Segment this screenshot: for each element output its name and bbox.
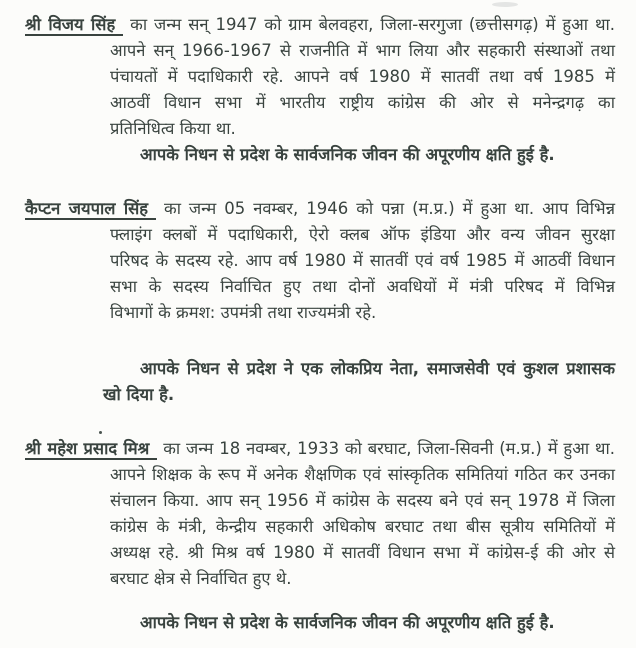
body-line (25, 12, 615, 38)
obituary-entry-mahesh-prasad-mishra (0, 436, 615, 636)
tribute-line: आपके निधन से प्रदेश के सार्वजनिक जीवन की अपूरणीय क्षति हुई है. (140, 613, 555, 632)
body-line: विभागों के क्रमश: उपमंत्री तथा राज्यमंत्री रहे. (110, 303, 377, 322)
obituary-entry-vijay-singh (0, 12, 615, 168)
body-line: कांग्रेस के मंत्री, केन्द्रीय सहकारी अधिकोष बरघाट तथा बीस सूत्रीय समितियों में (110, 517, 615, 536)
person-name: श्री महेश प्रसाद मिश्र (25, 439, 157, 460)
body-text: का जन्म सन् 1947 को ग्राम बेलवहरा, जिला-सरगुजा (छत्तीसगढ़) में हुआ था. (130, 15, 616, 34)
body-line (25, 436, 615, 462)
tribute-line: आपके निधन से प्रदेश ने एक लोकप्रिय नेता, समाजसेवी एवं कुशल प्रशासक (140, 359, 615, 378)
body-line: आठवीं विधान सभा में भारतीय राष्ट्रीय कांग्रेस की ओर से मनेन्द्रगढ़ का (110, 93, 615, 112)
tribute-line: आपके निधन से प्रदेश के सार्वजनिक जीवन की अपूरणीय क्षति हुई है. (140, 145, 555, 164)
person-name: श्री विजय सिंह (25, 15, 123, 36)
body-line: संचालन किया. आप सन् 1956 में कांग्रेस के सदस्य बने एवं सन् 1978 में जिला (110, 491, 615, 510)
scan-dot-artifact (99, 431, 102, 434)
person-name: कैप्टन जयपाल सिंह (25, 199, 156, 220)
body-line: परिषद के सदस्य रहे. आप वर्ष 1980 में सातवीं एवं वर्ष 1985 में आठवीं विधान (110, 251, 615, 270)
body-line: आपने सन् 1966-1967 से राजनीति में भाग लिया और सहकारी संस्थाओं तथा (110, 41, 615, 60)
scan-smudge-artifact (492, 2, 518, 7)
body-line: पंचायतों में पदाधिकारी रहे. आपने वर्ष 1980 में सातवीं तथा वर्ष 1985 में (110, 67, 615, 86)
obituary-entry-jaypal-singh (0, 196, 615, 408)
body-text: का जन्म 18 नवम्बर, 1933 को बरघाट, जिला-सिवनी (म.प्र.) में हुआ था. (163, 439, 615, 458)
body-text: का जन्म 05 नवम्बर, 1946 को पन्ना (म.प्र.) में हुआ था. आप विभिन्न (164, 199, 616, 218)
body-line: प्रतिनिधित्व किया था. (110, 119, 236, 138)
body-line: अध्यक्ष रहे. श्री मिश्र वर्ष 1980 में सातवीं विधान सभा में कांग्रेस-ई की ओर से (110, 543, 615, 562)
body-line: सभा के सदस्य निर्वाचित हुए तथा दोनों अवधियों में मंत्री परिषद में विभिन्न (110, 277, 615, 296)
body-line: आपने शिक्षक के रूप में अनेक शैक्षणिक एवं सांस्कृतिक समितियां गठित कर उनका (110, 465, 615, 484)
body-line: फ्लाइंग क्लबों में पदाधिकारी, ऐरो क्लब ऑफ इंडिया और वन्य जीवन सुरक्षा (110, 225, 615, 244)
body-line (25, 196, 615, 222)
tribute-line: खो दिया है. (103, 385, 175, 404)
body-line: बरघाट क्षेत्र से निर्वाचित हुए थे. (110, 569, 292, 588)
